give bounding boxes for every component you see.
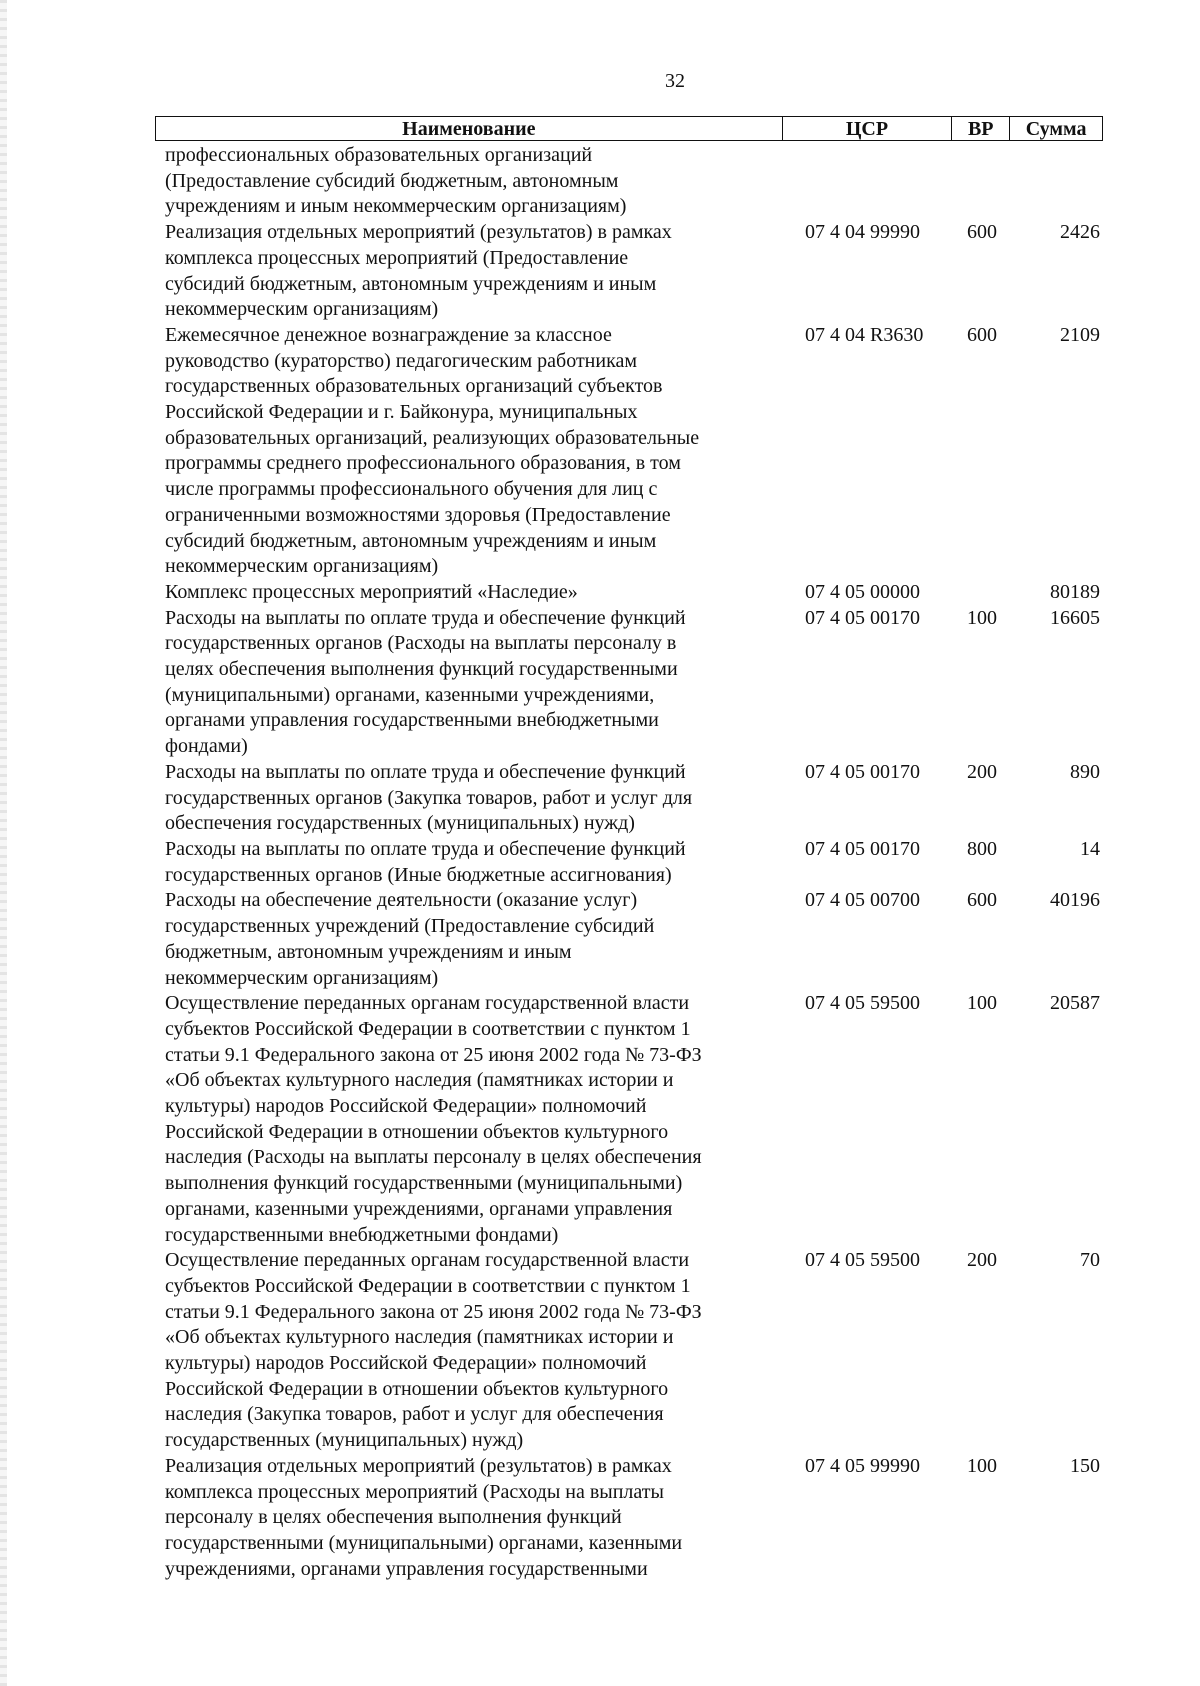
row-name-line: государственных органов (Иные бюджетные ассигнования) — [165, 863, 672, 886]
row-name-line: комплекса процессных мероприятий (Расходы на выплаты — [165, 1480, 664, 1503]
row-name — [165, 1248, 805, 1454]
row-name-line: Расходы на обеспечение деятельности (оказание услуг) — [165, 889, 638, 912]
table-row — [165, 837, 1125, 888]
row-name-line: обеспечения государственных (муниципальных) нужд) — [165, 812, 635, 835]
row-name-line: государственных учреждений (Предоставление субсидий — [165, 915, 655, 938]
row-vr: 800 — [967, 837, 997, 860]
row-name — [165, 580, 805, 606]
row-name-line: субсидий бюджетным, автономным учреждениям и иным — [165, 272, 657, 295]
row-vr: 100 — [967, 992, 997, 1015]
row-csr: 07 4 05 00700 — [805, 889, 920, 912]
row-name — [165, 220, 805, 323]
row-csr: 07 4 05 99990 — [805, 1454, 920, 1477]
row-name-line: «Об объектах культурного наследия (памятниках истории и — [165, 1326, 674, 1349]
header-csr: ЦСР — [783, 117, 953, 140]
row-name-line: культуры) народов Российской Федерации» полномочий — [165, 1352, 647, 1375]
row-csr: 07 4 04 99990 — [805, 221, 920, 244]
row-name-line: Российской Федерации в отношении объектов культурного — [165, 1120, 669, 1143]
row-name-line: учреждениями, органами управления государственными — [165, 1557, 648, 1580]
row-name — [165, 837, 805, 888]
row-name-line: Российской Федерации в отношении объектов культурного — [165, 1377, 669, 1400]
row-name-line: культуры) народов Российской Федерации» полномочий — [165, 1095, 647, 1118]
header-sum: Сумма — [1025, 118, 1087, 140]
row-sum: 16605 — [1050, 606, 1100, 629]
row-name-line: наследия (Расходы на выплаты персоналу в целях обеспечения — [165, 1146, 702, 1169]
row-csr: 07 4 05 00170 — [805, 837, 920, 860]
table-row — [165, 991, 1125, 1248]
row-sum: 40196 — [1050, 889, 1100, 912]
row-vr: 600 — [967, 323, 997, 346]
table-row — [165, 143, 1125, 220]
row-name-line: числе программы профессионального обучения для лиц с — [165, 478, 658, 501]
row-name-line: субъектов Российской Федерации в соответствии с пунктом 1 — [165, 1274, 691, 1297]
row-sum: 70 — [1080, 1249, 1100, 1272]
row-name-line: программы среднего профессионального образования, в том — [165, 452, 681, 475]
row-vr: 100 — [967, 1454, 997, 1477]
row-name-line: учреждениям и иным некоммерческим организациям) — [165, 195, 627, 218]
table-row — [165, 606, 1125, 760]
row-name-line: Расходы на выплаты по оплате труда и обеспечение функций — [165, 837, 686, 860]
row-name-line: Российской Федерации и г. Байконура, муниципальных — [165, 401, 638, 424]
row-name-line: государственными внебюджетными фондами) — [165, 1223, 559, 1246]
row-name-line: (муниципальными) органами, казенными учреждениями, — [165, 683, 655, 706]
row-name — [165, 323, 805, 580]
header-vr: ВР — [952, 117, 1010, 140]
row-csr: 07 4 04 R3630 — [805, 323, 924, 346]
row-csr: 07 4 05 59500 — [805, 992, 920, 1015]
row-vr: 200 — [967, 760, 997, 783]
row-name-line: некоммерческим организациям) — [165, 555, 439, 578]
table-row — [165, 323, 1125, 580]
row-name-line: субсидий бюджетным, автономным учреждениям и иным — [165, 529, 657, 552]
row-name-line: персоналу в целях обеспечения выполнения функций — [165, 1506, 622, 1529]
row-sum: 2109 — [1060, 323, 1100, 346]
table-row — [165, 888, 1125, 991]
row-csr: 07 4 05 00170 — [805, 606, 920, 629]
row-name-line: Осуществление переданных органам государственной власти — [165, 992, 690, 1015]
row-name-line: Реализация отдельных мероприятий (результатов) в рамках — [165, 1454, 672, 1477]
row-name-line: статьи 9.1 Федерального закона от 25 июня 2002 года № 73-ФЗ — [165, 1043, 702, 1066]
row-name-line: Расходы на выплаты по оплате труда и обеспечение функций — [165, 760, 686, 783]
row-vr: 200 — [967, 1249, 997, 1272]
row-name-line: некоммерческим организациям) — [165, 298, 439, 321]
row-name-line: ограниченными возможностями здоровья (Предоставление — [165, 503, 671, 526]
row-csr: 07 4 05 00170 — [805, 760, 920, 783]
row-vr: 100 — [967, 606, 997, 629]
row-name-line: субъектов Российской Федерации в соответствии с пунктом 1 — [165, 1017, 691, 1040]
row-name — [165, 888, 805, 991]
row-sum: 150 — [1070, 1454, 1100, 1477]
row-name-line: Расходы на выплаты по оплате труда и обеспечение функций — [165, 606, 686, 629]
row-name-line: государственными (муниципальными) органами, казенными — [165, 1531, 683, 1554]
row-name — [165, 606, 805, 760]
row-name-line: органами, казенными учреждениями, органами управления — [165, 1197, 673, 1220]
row-vr: 600 — [967, 889, 997, 912]
page-number: 32 — [665, 70, 685, 92]
row-name-line: фондами) — [165, 735, 248, 758]
row-name-line: целях обеспечения выполнения функций государственными — [165, 658, 678, 681]
row-name-line: государственных образовательных организаций субъектов — [165, 375, 663, 398]
row-name-line: Ежемесячное денежное вознаграждение за классное — [165, 323, 612, 346]
row-name-line: наследия (Закупка товаров, работ и услуг для обеспечения — [165, 1403, 664, 1426]
row-name-line: органами управления государственными внебюджетными — [165, 709, 659, 732]
header-name: Наименование — [156, 117, 783, 140]
table-row — [165, 220, 1125, 323]
row-name-line: Реализация отдельных мероприятий (результатов) в рамках — [165, 221, 672, 244]
row-name-line: государственных (муниципальных) нужд) — [165, 1429, 524, 1452]
row-csr: 07 4 05 00000 — [805, 580, 920, 603]
row-name-line: некоммерческим организациям) — [165, 966, 439, 989]
row-name-line: государственных органов (Расходы на выплаты персоналу в — [165, 632, 677, 655]
scan-edge-artifact — [0, 0, 7, 1686]
row-name — [165, 1454, 805, 1583]
row-name-line: государственных органов (Закупка товаров, работ и услуг для — [165, 786, 693, 809]
table-row — [165, 580, 1125, 606]
row-vr: 600 — [967, 221, 997, 244]
table-header — [155, 116, 1103, 141]
row-name-line: руководство (кураторство) педагогическим работникам — [165, 349, 638, 372]
row-sum: 80189 — [1050, 580, 1100, 603]
row-sum: 14 — [1080, 837, 1100, 860]
row-name — [165, 143, 805, 220]
table-row — [165, 1454, 1125, 1583]
row-name-line: (Предоставление субсидий бюджетным, автономным — [165, 169, 619, 192]
row-name-line: профессиональных образовательных организаций — [165, 144, 593, 166]
row-sum: 890 — [1070, 760, 1100, 783]
table-row — [165, 760, 1125, 837]
row-name-line: образовательных организаций, реализующих образовательные — [165, 426, 700, 449]
row-name-line: комплекса процессных мероприятий (Предоставление — [165, 246, 629, 269]
row-csr: 07 4 05 59500 — [805, 1249, 920, 1272]
table-body — [165, 143, 1125, 1582]
row-name-line: статьи 9.1 Федерального закона от 25 июня 2002 года № 73-ФЗ — [165, 1300, 702, 1323]
row-name-line: Осуществление переданных органам государственной власти — [165, 1249, 690, 1272]
row-name-line: бюджетным, автономным учреждениям и иным — [165, 940, 572, 963]
row-name — [165, 991, 805, 1248]
row-name-line: Комплекс процессных мероприятий «Наследие» — [165, 580, 578, 603]
row-name-line: «Об объектах культурного наследия (памятниках истории и — [165, 1069, 674, 1092]
row-name — [165, 760, 805, 837]
row-sum: 20587 — [1050, 992, 1100, 1015]
row-sum: 2426 — [1060, 221, 1100, 244]
table-row — [165, 1248, 1125, 1454]
row-name-line: выполнения функций государственными (муниципальными) — [165, 1172, 683, 1195]
